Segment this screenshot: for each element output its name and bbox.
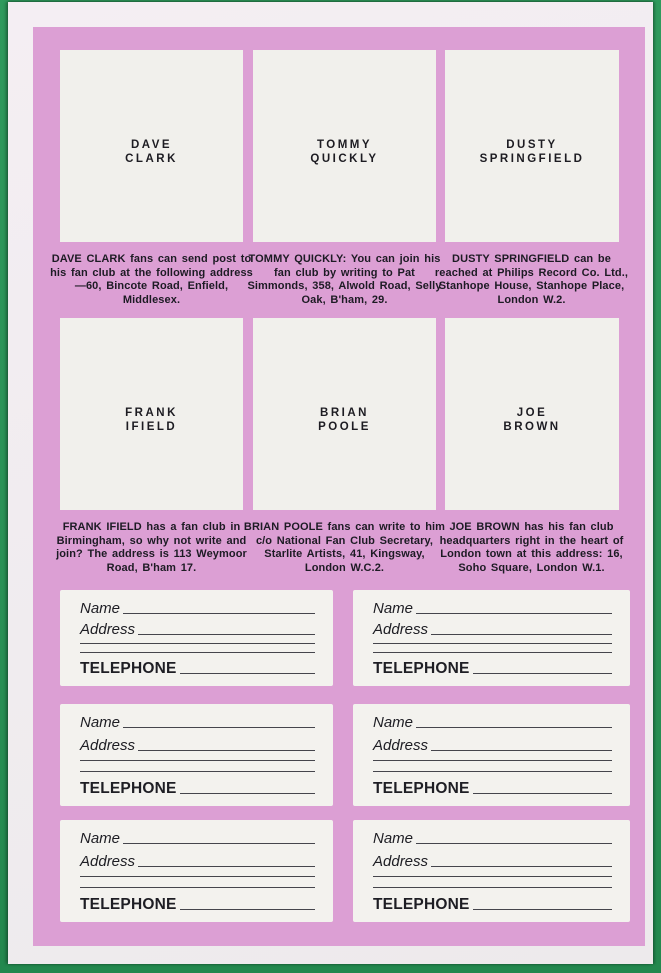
contact-form-box [353,704,630,806]
address-label: Address [80,621,136,638]
address-writein-line [431,634,612,635]
writein-line [373,643,612,644]
name-writein-line [123,843,315,844]
address-writein-line [138,866,315,867]
name-writein-line [123,727,315,728]
contact-form-box [60,820,333,922]
address-writein-line [431,866,612,867]
telephone-label: TELEPHONE [80,660,177,677]
telephone-writein-line [473,673,612,674]
telephone-writein-line [473,793,612,794]
artist-name-line: DAVE [130,139,173,151]
artist-name-line: FRANK [125,407,178,419]
name-writein-line [416,843,612,844]
artist-name-line: IFIELD [125,421,178,433]
name-writein-line [416,727,612,728]
artist-name-line: CLARK [125,153,178,165]
writein-line [80,643,315,644]
artist-name-line: BRIAN [320,407,369,419]
artist-name [253,406,436,434]
name-writein-line [123,613,315,614]
artist-name-line: SPRINGFIELD [479,153,585,165]
artist-card-tommy-quickly [253,50,436,242]
artist-name [253,138,436,166]
fan-club-caption-dusty-springfield: DUSTY SPRINGFIELD can be reached at Philips Record Co. Ltd., Stanhope House, Stanhope Place, London W.2. [434,253,629,306]
name-label: Name [373,714,414,731]
writein-line [373,760,612,761]
artist-card-brian-poole [253,318,436,510]
artist-card-dave-clark [60,50,243,242]
contact-form-box [60,704,333,806]
telephone-writein-line [180,793,315,794]
name-label: Name [373,600,414,617]
address-label: Address [373,621,429,638]
artist-card-dusty-springfield [445,50,619,242]
artist-card-joe-brown [445,318,619,510]
artist-name-line: QUICKLY [310,153,379,165]
telephone-writein-line [180,909,315,910]
writein-line [373,771,612,772]
address-label: Address [80,852,136,870]
writein-line [373,876,612,877]
address-label: Address [373,736,429,754]
address-writein-line [138,634,315,635]
fan-club-caption-dave-clark: DAVE CLARK fans can send post to his fan club at the following address—60, Bincote Road, Enfield, Middlesex. [50,253,253,306]
fan-club-caption-brian-poole: BRIAN POOLE fans can write to him c/o National Fan Club Secretary, Starlite Artists, 41, Kingsway, London W.C.2. [243,521,446,574]
telephone-label: TELEPHONE [373,660,470,677]
address-label: Address [373,852,429,870]
artist-name [60,138,243,166]
artist-name-line: DUSTY [506,139,558,151]
writein-line [80,876,315,877]
telephone-writein-line [180,673,315,674]
artist-name-line: TOMMY [316,139,373,151]
name-label: Name [80,600,121,617]
artist-name-line: JOE [516,407,548,419]
telephone-label: TELEPHONE [373,780,470,797]
contact-form-box [353,590,630,686]
fan-club-caption-frank-ifield: FRANK IFIELD has a fan club in Birmingham, so why not write and join? The address is 113 Weymoor Road, B'ham 17. [56,521,247,574]
artist-name [445,138,619,166]
telephone-label: TELEPHONE [373,896,470,913]
telephone-label: TELEPHONE [80,896,177,913]
contact-form-box [353,820,630,922]
name-writein-line [416,613,612,614]
artist-card-frank-ifield [60,318,243,510]
address-label: Address [80,736,136,754]
contact-form-box [60,590,333,686]
writein-line [373,652,612,653]
writein-line [80,771,315,772]
artist-name [445,406,619,434]
name-label: Name [80,714,121,731]
artist-name-line: POOLE [318,421,371,433]
telephone-writein-line [473,909,612,910]
writein-line [373,887,612,888]
name-label: Name [373,830,414,847]
name-label: Name [80,830,121,847]
writein-line [80,760,315,761]
fan-club-caption-tommy-quickly: TOMMY QUICKLY: You can join his fan club by writing to Pat Simmonds, 358, Alwold Road, Selly Oak, B'ham, 29. [247,253,442,306]
artist-name-line: BROWN [503,421,561,433]
address-writein-line [431,750,612,751]
telephone-label: TELEPHONE [80,780,177,797]
writein-line [80,887,315,888]
artist-name [60,406,243,434]
writein-line [80,652,315,653]
address-writein-line [138,750,315,751]
paper-sheet [8,2,653,964]
fan-club-caption-joe-brown: JOE BROWN has his fan club headquarters right in the heart of London town at this address: 16, Soho Square, London W.1. [439,521,624,574]
